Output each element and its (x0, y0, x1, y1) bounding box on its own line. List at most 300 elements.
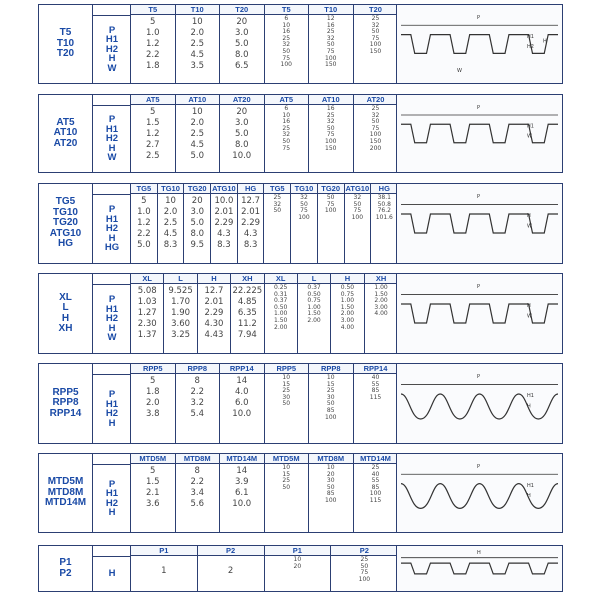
param-label: H1 (105, 123, 119, 135)
dimension-values (131, 556, 198, 592)
dimension-value: 5.4 (190, 409, 205, 419)
width-values: 10 15 25 30 50 (264, 374, 309, 444)
param-label: H1 (105, 34, 119, 46)
dimension-value: 2.30 (137, 319, 157, 329)
dimension-value: 14 (236, 466, 248, 476)
width-values: 50 75 100 (317, 194, 344, 264)
dimension-column-header: P1 (131, 546, 198, 556)
dimension-value: 4.5 (190, 50, 205, 60)
family-label: AT10 (53, 127, 78, 139)
diagram-dimension-label: W (527, 133, 532, 140)
family-labels (39, 546, 92, 591)
profile-block (38, 183, 563, 264)
param-label: W (107, 332, 117, 344)
parameter-labels (92, 454, 131, 532)
param-label: HG (104, 242, 120, 254)
param-list (93, 465, 131, 532)
diagram-dimension-label: P (477, 284, 481, 291)
dimension-value: 20 (236, 107, 248, 117)
dimension-values (131, 464, 176, 533)
dimension-value: 3.9 (234, 477, 249, 487)
dimension-value: 1.2 (145, 129, 160, 139)
dimension-value: 6.35 (237, 308, 257, 318)
dimension-value: 12.7 (204, 286, 224, 296)
profile-drawing (397, 95, 562, 172)
width-values: 10 20 30 50 85 100 (309, 464, 354, 533)
dimension-value: 1.2 (145, 39, 160, 49)
param-label: H (108, 417, 116, 429)
dimension-value: 1.8 (145, 387, 160, 397)
family-label: XL (59, 291, 72, 303)
dimension-value: 3.6 (145, 499, 160, 509)
dimension-values (220, 374, 265, 444)
width-values: 0.50 0.75 1.00 1.50 2.00 3.00 4.00 (331, 284, 364, 354)
param-header-spacer (93, 364, 131, 375)
width-column-header: T5 (264, 5, 309, 15)
width-column-header: T10 (309, 5, 354, 15)
family-labels (39, 5, 92, 83)
param-label: W (107, 62, 117, 74)
dimension-table (130, 184, 397, 263)
parameter-labels (92, 274, 131, 353)
width-values: 10 15 25 30 50 85 100 (309, 374, 354, 444)
width-column-header: AT5 (264, 95, 309, 105)
dimension-value: 4.5 (190, 140, 205, 150)
dimension-value: 1.5 (145, 118, 160, 128)
dimension-value: 2.29 (204, 308, 224, 318)
dimension-value: 5.0 (190, 218, 204, 228)
diagram-dimension-label: W (527, 313, 532, 320)
param-label: H (108, 507, 116, 518)
dimension-value: 20 (236, 17, 248, 27)
dimension-value: 10 (191, 107, 203, 117)
dimension-value: 3.60 (171, 319, 191, 329)
dimension-values (197, 284, 230, 354)
dimension-value: 4.43 (204, 330, 224, 340)
dimension-value: 2.5 (190, 129, 205, 139)
belt-tooth-outline (401, 563, 558, 574)
width-values: 1.00 1.50 2.00 3.00 4.00 (364, 284, 397, 354)
width-column-header: RPP14 (353, 364, 398, 374)
diagram-dimension-label: H (527, 303, 531, 310)
width-values: 25 32 50 75 100 150 200 (353, 105, 398, 173)
dimension-value: 3.2 (190, 398, 205, 408)
dimension-value: 2.5 (163, 218, 178, 228)
belt-tooth-outline (401, 35, 558, 54)
dimension-table (130, 274, 398, 353)
belt-tooth-outline (401, 484, 558, 509)
parameter-labels (92, 546, 131, 591)
profile-block (38, 453, 563, 533)
diagram-dimension-label: P (477, 15, 481, 22)
dimension-value: 9.525 (168, 286, 193, 296)
profile-drawing (397, 5, 562, 83)
dimension-values (175, 464, 220, 533)
dimension-value: 2.2 (190, 387, 205, 397)
dimension-value: 8 (194, 376, 200, 386)
param-header-spacer (93, 546, 131, 557)
diagram-dimension-label: H (527, 403, 531, 410)
dimension-value: 8.3 (243, 240, 258, 250)
dimension-value: 4.0 (234, 387, 249, 397)
param-label: H1 (105, 213, 119, 225)
param-label: H (108, 568, 116, 580)
diagram-dimension-label: W (457, 68, 462, 75)
dimension-value: 6.1 (234, 488, 249, 498)
param-label: H1 (105, 398, 119, 410)
family-labels (39, 454, 92, 532)
dimension-value: 9.5 (190, 240, 204, 250)
dimension-value: 3.0 (234, 28, 249, 38)
dimension-value: 5 (150, 107, 156, 117)
dimension-values (220, 464, 265, 533)
dimension-value: 1.70 (171, 297, 191, 307)
profile-block (38, 363, 563, 444)
dimension-column-header: T20 (220, 5, 265, 15)
width-values: 25 50 75 100 (331, 556, 398, 592)
dimension-value: 2.2 (145, 50, 160, 60)
family-label: TG20 (52, 217, 78, 229)
dimension-values (131, 374, 176, 444)
width-column-header: RPP8 (309, 364, 354, 374)
width-values: 6 10 16 25 32 50 75 100 (264, 15, 309, 84)
dimension-value: 3.25 (171, 330, 191, 340)
dimension-column-header: H (197, 274, 230, 284)
family-label: RPP14 (49, 407, 82, 419)
width-column-header: T20 (353, 5, 398, 15)
dimension-value: 8.3 (163, 240, 178, 250)
dimension-value: 2.0 (190, 118, 205, 128)
parameter-labels (92, 364, 131, 443)
dimension-value: 1.03 (137, 297, 157, 307)
family-label: AT5 (56, 116, 75, 128)
dimension-table (130, 5, 398, 83)
diagram-dimension-label: H (527, 213, 531, 220)
dimension-column-header: TG20 (184, 184, 211, 194)
param-label: H2 (105, 133, 119, 145)
dimension-column-header: RPP14 (220, 364, 265, 374)
dimension-column-header: MTD8M (175, 454, 220, 464)
dimension-value: 1.0 (145, 28, 160, 38)
profile-drawing (397, 274, 562, 353)
param-label: P (108, 389, 116, 400)
family-label: AT20 (53, 137, 78, 149)
dimension-values (197, 556, 264, 592)
belt-profile-diagram (396, 364, 562, 443)
dimension-table (130, 95, 398, 172)
dimension-value: 10.0 (214, 196, 234, 206)
profile-block (38, 94, 563, 173)
param-label: P (108, 478, 116, 490)
diagram-dimension-label: H1 (527, 393, 534, 400)
param-label: W (107, 152, 117, 164)
dimension-value: 8.0 (234, 50, 249, 60)
family-label: MTD8M (47, 486, 84, 498)
width-values: 40 55 85 115 (353, 374, 398, 444)
dimension-column-header: RPP5 (131, 364, 176, 374)
family-label: XH (58, 323, 73, 334)
width-values: 10 15 25 50 (264, 464, 309, 533)
dimension-values (175, 15, 220, 84)
dimension-value: 2.29 (241, 218, 261, 228)
param-header-spacer (93, 274, 131, 285)
dimension-value: 5 (150, 17, 156, 27)
dimension-column-header: AT10 (175, 95, 220, 105)
param-label: H2 (105, 43, 119, 55)
dimension-value: 10 (165, 196, 176, 206)
family-label: MTD14M (44, 497, 87, 509)
dimension-value: 1.5 (145, 477, 160, 487)
dimension-value: 2.01 (204, 297, 224, 307)
param-label: H2 (105, 223, 119, 235)
profile-drawing (397, 546, 562, 591)
dimension-value: 1.37 (137, 330, 157, 340)
width-column-header: MTD5M (264, 454, 309, 464)
dimension-values (157, 194, 184, 264)
param-list (93, 195, 131, 263)
dimension-value: 1.2 (137, 218, 151, 228)
param-header-spacer (93, 95, 131, 106)
belt-profile-diagram (396, 5, 562, 83)
width-column-header: P2 (331, 546, 398, 556)
dimension-value: 2.01 (241, 207, 261, 217)
family-label: L (62, 302, 69, 313)
dimension-value: 4.30 (204, 319, 224, 329)
dimension-value: 3.0 (190, 207, 204, 217)
dimension-value: 3.5 (190, 61, 205, 71)
width-values: 32 50 75 100 (291, 194, 318, 264)
family-label: T20 (56, 48, 75, 60)
parameter-labels (92, 95, 131, 172)
family-label: ATG10 (49, 227, 82, 239)
belt-profile-diagram (396, 274, 562, 353)
diagram-dimension-label: H2 (527, 43, 534, 50)
dimension-values (175, 374, 220, 444)
profile-block (38, 273, 563, 354)
param-label: H2 (105, 313, 119, 325)
width-values: 12 16 25 32 50 75 100 150 (309, 15, 354, 84)
dimension-value: 6.0 (234, 398, 249, 408)
width-values: 6 10 16 25 32 50 75 (264, 105, 309, 173)
family-label: P2 (59, 567, 72, 579)
dimension-value: 2.5 (190, 39, 205, 49)
width-column-header: ATG10 (345, 184, 370, 193)
diagram-dimension-label: H (527, 492, 531, 499)
dimension-value: 2 (227, 566, 234, 576)
family-label: P1 (59, 557, 72, 568)
dimension-value: 8.3 (217, 240, 231, 250)
dimension-value: 7.94 (237, 330, 257, 340)
dimension-column-header: MTD5M (131, 454, 176, 464)
width-values: 16 25 32 50 75 100 150 (309, 105, 354, 173)
param-label: H1 (105, 303, 119, 315)
param-label: H1 (105, 488, 119, 499)
dimension-value: 2.29 (214, 218, 234, 228)
dimension-value: 1.27 (137, 308, 157, 318)
belt-profile-diagram (396, 95, 562, 172)
dimension-values (184, 194, 211, 264)
dimension-value: 2.2 (137, 229, 151, 239)
dimension-value: 2.2 (190, 477, 205, 487)
profile-block (38, 4, 563, 84)
width-column-header: HG (371, 184, 398, 194)
dimension-values (211, 194, 238, 264)
dimension-column-header: T10 (175, 5, 220, 15)
dimension-value: 8.0 (234, 140, 249, 150)
diagram-dimension-label: H1 (527, 33, 534, 40)
param-label: P (108, 24, 116, 36)
param-list (93, 557, 131, 591)
family-labels (39, 274, 92, 353)
profile-drawing (397, 184, 562, 263)
diagram-dimension-label: P (477, 104, 481, 111)
family-label: H (61, 312, 70, 324)
dimension-value: 2.7 (145, 140, 160, 150)
param-label: P (108, 204, 116, 216)
dimension-value: 1 (161, 566, 167, 576)
param-header-spacer (93, 5, 131, 16)
dimension-column-header: RPP8 (175, 364, 220, 374)
width-column-header: P1 (264, 546, 331, 556)
belt-tooth-outline (401, 394, 558, 419)
width-column-header: XH (364, 274, 397, 284)
dimension-value: 3.0 (234, 118, 249, 128)
dimension-column-header: T5 (131, 5, 176, 15)
dimension-value: 5.0 (137, 240, 151, 250)
dimension-value: 14 (236, 376, 248, 386)
belt-profile-diagram (396, 546, 562, 591)
dimension-value: 22.225 (232, 286, 263, 296)
family-label: MTD5M (47, 476, 84, 488)
param-header-spacer (93, 184, 131, 195)
dimension-value: 4.3 (243, 229, 258, 239)
dimension-value: 5 (141, 196, 147, 206)
dimension-value: 2.1 (145, 488, 160, 498)
dimension-values (220, 15, 265, 84)
dimension-column-header: XH (231, 274, 264, 284)
dimension-column-header: MTD14M (220, 454, 265, 464)
diagram-dimension-label: P (477, 374, 481, 381)
dimension-values (131, 105, 176, 173)
family-label: T5 (59, 27, 72, 39)
dimension-values (131, 194, 158, 264)
dimension-value: 5 (150, 376, 156, 386)
dimension-column-header: XL (131, 274, 164, 284)
dimension-value: 10.0 (232, 499, 252, 509)
dimension-column-header: TG5 (131, 184, 158, 194)
family-labels (39, 364, 92, 443)
param-label: H (108, 142, 116, 154)
family-label: HG (58, 238, 73, 250)
family-labels (39, 184, 92, 263)
dimension-values (131, 15, 176, 84)
width-values: 25 32 50 75 100 150 (353, 15, 398, 84)
profile-block (38, 545, 563, 592)
width-values: 25 32 50 (264, 194, 291, 264)
belt-tooth-outline (401, 214, 558, 233)
dimension-column-header: HG (237, 184, 264, 194)
dimension-value: 10 (191, 17, 203, 27)
dimension-values (237, 194, 264, 264)
family-label: TG5 (55, 196, 76, 208)
dimension-column-header: AT5 (131, 95, 176, 105)
dimension-value: 6.5 (234, 61, 249, 71)
width-column-header: AT10 (309, 95, 354, 105)
belt-profile-diagram (396, 454, 562, 532)
dimension-table (130, 454, 398, 532)
dimension-value: 2.0 (145, 398, 160, 408)
dimension-value: 2.01 (214, 207, 234, 217)
width-column-header: XL (264, 274, 297, 284)
param-label: H (108, 53, 116, 65)
width-values: 25 40 55 85 100 115 (353, 464, 398, 533)
profile-drawing (397, 364, 562, 443)
param-label: P (108, 294, 116, 306)
width-column-header: AT20 (353, 95, 398, 105)
param-header-spacer (93, 454, 131, 465)
width-column-header: TG5 (264, 184, 291, 194)
width-column-header: L (297, 274, 330, 284)
dimension-column-header: AT20 (220, 95, 265, 105)
dimension-value: 2.0 (190, 28, 205, 38)
dimension-value: 1.90 (171, 308, 191, 318)
dimension-value: 4.5 (163, 229, 178, 239)
belt-tooth-outline (401, 124, 558, 142)
param-label: P (108, 114, 116, 126)
width-values: 38.1 50.8 76.2 101.6 (371, 194, 398, 264)
width-column-header: RPP5 (264, 364, 309, 374)
param-label: H (108, 232, 116, 244)
dimension-value: 3.4 (190, 488, 205, 498)
diagram-dimension-label: W (527, 223, 532, 230)
width-values: 10 20 (264, 556, 331, 592)
diagram-dimension-label: H (543, 38, 547, 45)
family-label: RPP8 (52, 397, 79, 409)
belt-profile-diagram (396, 184, 562, 263)
dimension-value: 5.0 (234, 129, 249, 139)
width-values: 0.37 0.50 0.75 1.00 1.50 2.00 (297, 284, 330, 354)
dimension-column-header: L (164, 274, 197, 284)
family-label: T10 (56, 37, 75, 49)
dimension-values (131, 284, 164, 354)
dimension-value: 8.0 (190, 229, 204, 239)
dimension-value: 4.3 (217, 229, 231, 239)
dimension-value: 5 (150, 466, 156, 476)
dimension-value: 4.85 (237, 297, 257, 307)
dimension-value: 2.5 (145, 151, 160, 161)
belt-tooth-outline (401, 304, 558, 323)
dimension-table (130, 546, 398, 591)
parameter-labels (92, 5, 131, 83)
family-label: TG10 (52, 206, 78, 218)
param-label: H (108, 322, 116, 334)
param-list (93, 375, 131, 443)
param-list (93, 285, 131, 353)
width-column-header: TG10 (291, 184, 318, 194)
dimension-value: 10.0 (232, 151, 252, 161)
dimension-values (220, 105, 265, 173)
dimension-column-header: P2 (197, 546, 264, 556)
dimension-value: 5.0 (190, 151, 205, 161)
width-column-header: H (331, 274, 364, 284)
diagram-dimension-label: H1 (527, 482, 534, 489)
diagram-dimension-label: H1 (527, 123, 534, 130)
diagram-dimension-label: P (477, 464, 481, 471)
diagram-dimension-label: P (477, 194, 481, 201)
dimension-column-header: ATG10 (212, 184, 236, 193)
param-label: H2 (105, 408, 119, 419)
width-column-header: TG20 (317, 184, 344, 194)
